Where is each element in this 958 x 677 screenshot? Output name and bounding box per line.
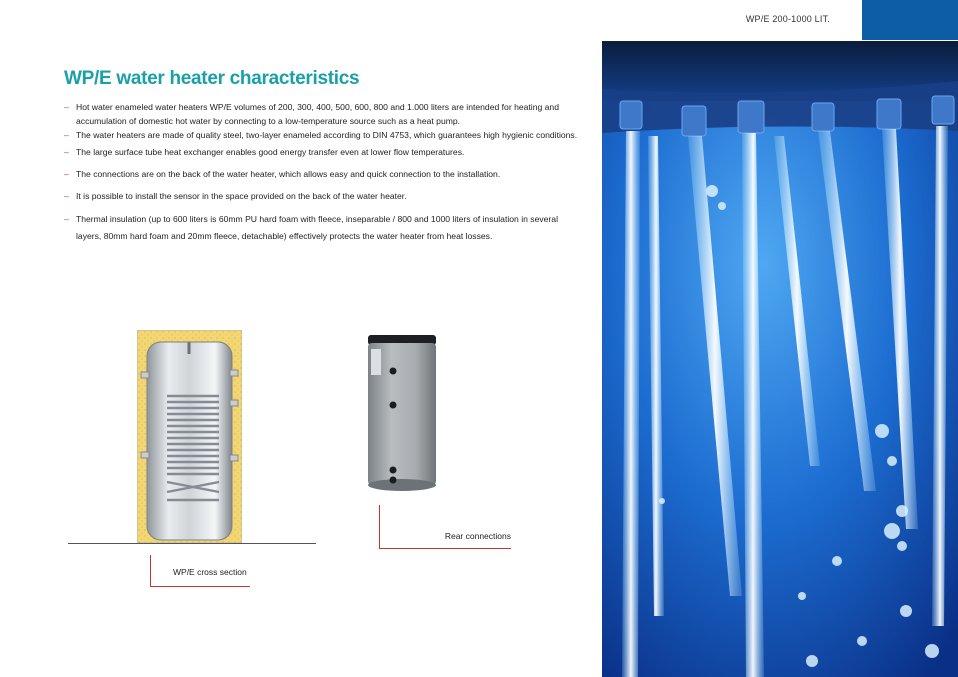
tank-cross-section-drawing: [137, 330, 242, 543]
list-item: [64, 145, 584, 159]
list-item: [64, 167, 584, 181]
rear-connections-caption: Rear connections: [444, 531, 511, 541]
list-item-text: It is possible to install the sensor in the space provided on the back of the water heater.: [76, 191, 407, 201]
header-accent-tab: [862, 0, 958, 40]
header-label: WP/E 200-1000 LIT.: [745, 14, 830, 24]
list-item: [64, 128, 584, 142]
floor-line: [68, 543, 316, 544]
page-title: WP/E water heater characteristics: [64, 68, 360, 89]
list-item-text: Hot water enameled water heaters WP/E volumes of 200, 300, 400, 500, 600, 800 and 1.000 liters are intended for heating and accumulation of domestic hot water by connecting to a low-temperature source such as a heat pump.: [76, 102, 559, 126]
list-item-text: The large surface tube heat exchanger enables good energy transfer even at lower flow temperatures.: [76, 147, 465, 157]
list-item-text: The water heaters are made of quality steel, two-layer enameled according to DIN 4753, which guarantees high hygienic conditions.: [76, 130, 578, 140]
dash-marker: –: [64, 102, 69, 112]
tank-rear-view-drawing: [367, 335, 437, 493]
cross-section-callout: [150, 555, 250, 587]
list-item: [64, 211, 584, 245]
dash-marker: –: [64, 130, 69, 140]
list-item: [64, 189, 584, 203]
water-shower-photo: [602, 41, 958, 677]
dash-marker: –: [64, 191, 69, 201]
cross-section-caption: WP/E cross section: [173, 567, 247, 577]
dash-marker: –: [64, 169, 69, 179]
characteristics-list: [64, 100, 584, 245]
list-item: [64, 100, 584, 128]
dash-marker: –: [64, 147, 69, 157]
dash-marker: –: [64, 214, 69, 224]
list-item-text: Thermal insulation (up to 600 liters is 60mm PU hard foam with fleece, inseparable / 800 and 1000 liters of insulation in several layers, 80mm hard foam and 20mm fleece, detachable) effectively protects the water heater from heat losses.: [76, 214, 558, 241]
list-item-text: The connections are on the back of the water heater, which allows easy and quick connection to the installation.: [76, 169, 501, 179]
rear-connections-callout: [379, 505, 511, 549]
